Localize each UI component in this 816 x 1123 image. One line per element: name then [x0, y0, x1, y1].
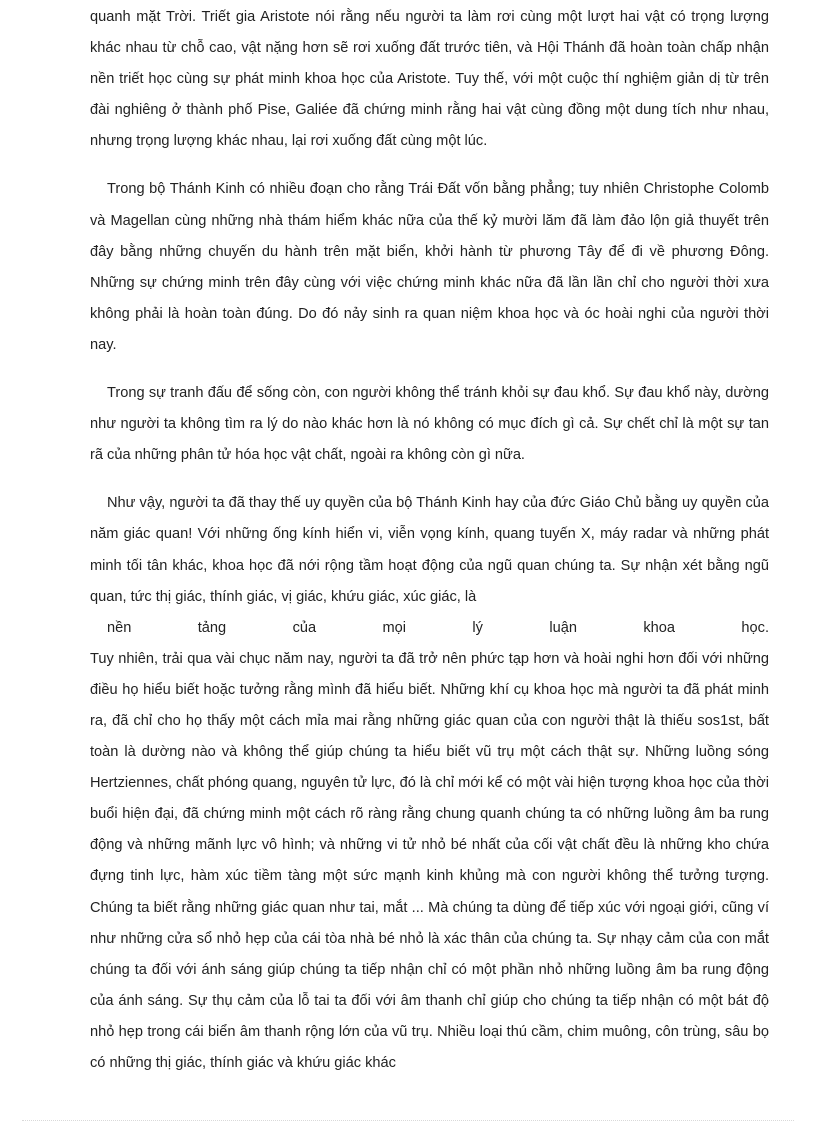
paragraph-aristote: quanh mặt Trời. Triết gia Aristote nói rằng nếu người ta làm rơi cùng một lượt hai vật có trọng lượng khác nhau từ chỗ cao, vật nặng hơn sẽ rơi xuống đất trước tiên, và Hội Thánh đã hoàn toàn chấp nhận nền triết học cùng sự phát minh khoa học của Aristote. Tuy thế, với một cuộc thí nghiệm giản dị từ trên đài nghiêng ở thành phố Pise, Galiée đã chứng minh rằng hai vật cùng đồng một dung tích như nhau, nhưng trọng lượng khác nhau, lại rơi xuống đất cùng một lúc. [90, 9, 769, 150]
page-bottom-divider [22, 1120, 794, 1121]
paragraph-thanh-kinh: Trong bộ Thánh Kinh có nhiều đoạn cho rằng Trái Đất vốn bằng phẳng; tuy nhiên Christophe Colomb và Magellan cùng những nhà thám hiểm khác nữa của thế kỷ mười lăm đã làm đảo lộn giả thuyết trên đây bằng những chuyến du hành trên mặt biển, khởi hành từ phương Tây để đi về phương Đông. Những sự chứng minh trên đây cùng với việc chứng minh khác nữa đã lần lần chỉ cho người thời xưa không phải là hoàn toàn đúng. Do đó nảy sinh ra quan niệm khoa học và óc hoài nghi của người thời nay. [90, 181, 769, 353]
paragraph-hoai-nghi: Tuy nhiên, trải qua vài chục năm nay, người ta đã trở nên phức tạp hơn và hoài nghi hơn đối với những điều họ hiểu biết hoặc tưởng rằng mình đã hiểu biết. Những khí cụ khoa học mà người ta đã phát minh ra, đã chỉ cho họ thấy một cách mỉa mai rằng những giác quan của con người thật là thiếu sos1st, bất toàn là dường nào và không thể giúp chúng ta hiểu biết vũ trụ một cách thật sự. Những luồng sóng Hertziennes, chất phóng quang, nguyên tử lực, đó là chỉ mới kể có một vài hiện tượng khoa học của thời buổi hiện đại, đã chứng minh một cách rõ ràng rằng chung quanh chúng ta có những luồng âm ba rung động và những mãnh lực vô hình; và những vi tử nhỏ bé nhất của cối vật chất đều là những kho chứa đựng tinh lực, hàm xúc tiềm tàng một sức mạnh kinh khủng mà con người không thể tưởng tượng. Chúng ta biết rằng những giác quan như tai, mắt ... Mà chúng ta dùng để tiếp xúc với ngoại giới, cũng ví như những cửa sổ nhỏ hẹp của cái tòa nhà bé nhỏ là xác thân của chúng ta. Sự nhạy cảm của con mắt chúng ta đối với ánh sáng giúp chúng ta tiếp nhận chỉ có một phần nhỏ những luồng âm ba rung động của ánh sáng. Sự thụ cảm của lỗ tai ta đối với âm thanh chỉ giúp cho chúng ta tiếp nhận có một bát độ nhỏ hẹp trong cái biển âm thanh rộng lớn của vũ trụ. Nhiều loại thú cầm, chim muông, côn trùng, sâu bọ có những thị giác, thính giác và khứu giác khác [90, 650, 769, 1071]
paragraph-dau-kho: Trong sự tranh đấu để sống còn, con người không thể tránh khỏi sự đau khổ. Sự đau khổ này, dường như người ta không tìm ra lý do nào khác hơn là nó không có mục đích gì cả. Sự chết chỉ là một sự tan rã của những phân tử hóa học vật chất, ngoài ra không còn gì nữa. [90, 385, 769, 464]
paragraph-giac-quan [90, 488, 769, 643]
paragraph-giac-quan-tail: nền tảng của mọi lý luận khoa học. [107, 619, 769, 636]
paragraph-giac-quan-text: Như vậy, người ta đã thay thế uy quyền của bộ Thánh Kinh hay của đức Giáo Chủ bằng uy quyền của năm giác quan! Với những ống kính hiển vi, viễn vọng kính, quang tuyến X, máy radar và những phát minh tối tân khác, khoa học đã nới rộng tầm hoạt động của ngũ quan chúng ta. Sự nhận xét bằng ngũ quan, tức thị giác, thính giác, vị giác, khứu giác, xúc giác, là [90, 495, 769, 605]
document-body [90, 2, 769, 1079]
